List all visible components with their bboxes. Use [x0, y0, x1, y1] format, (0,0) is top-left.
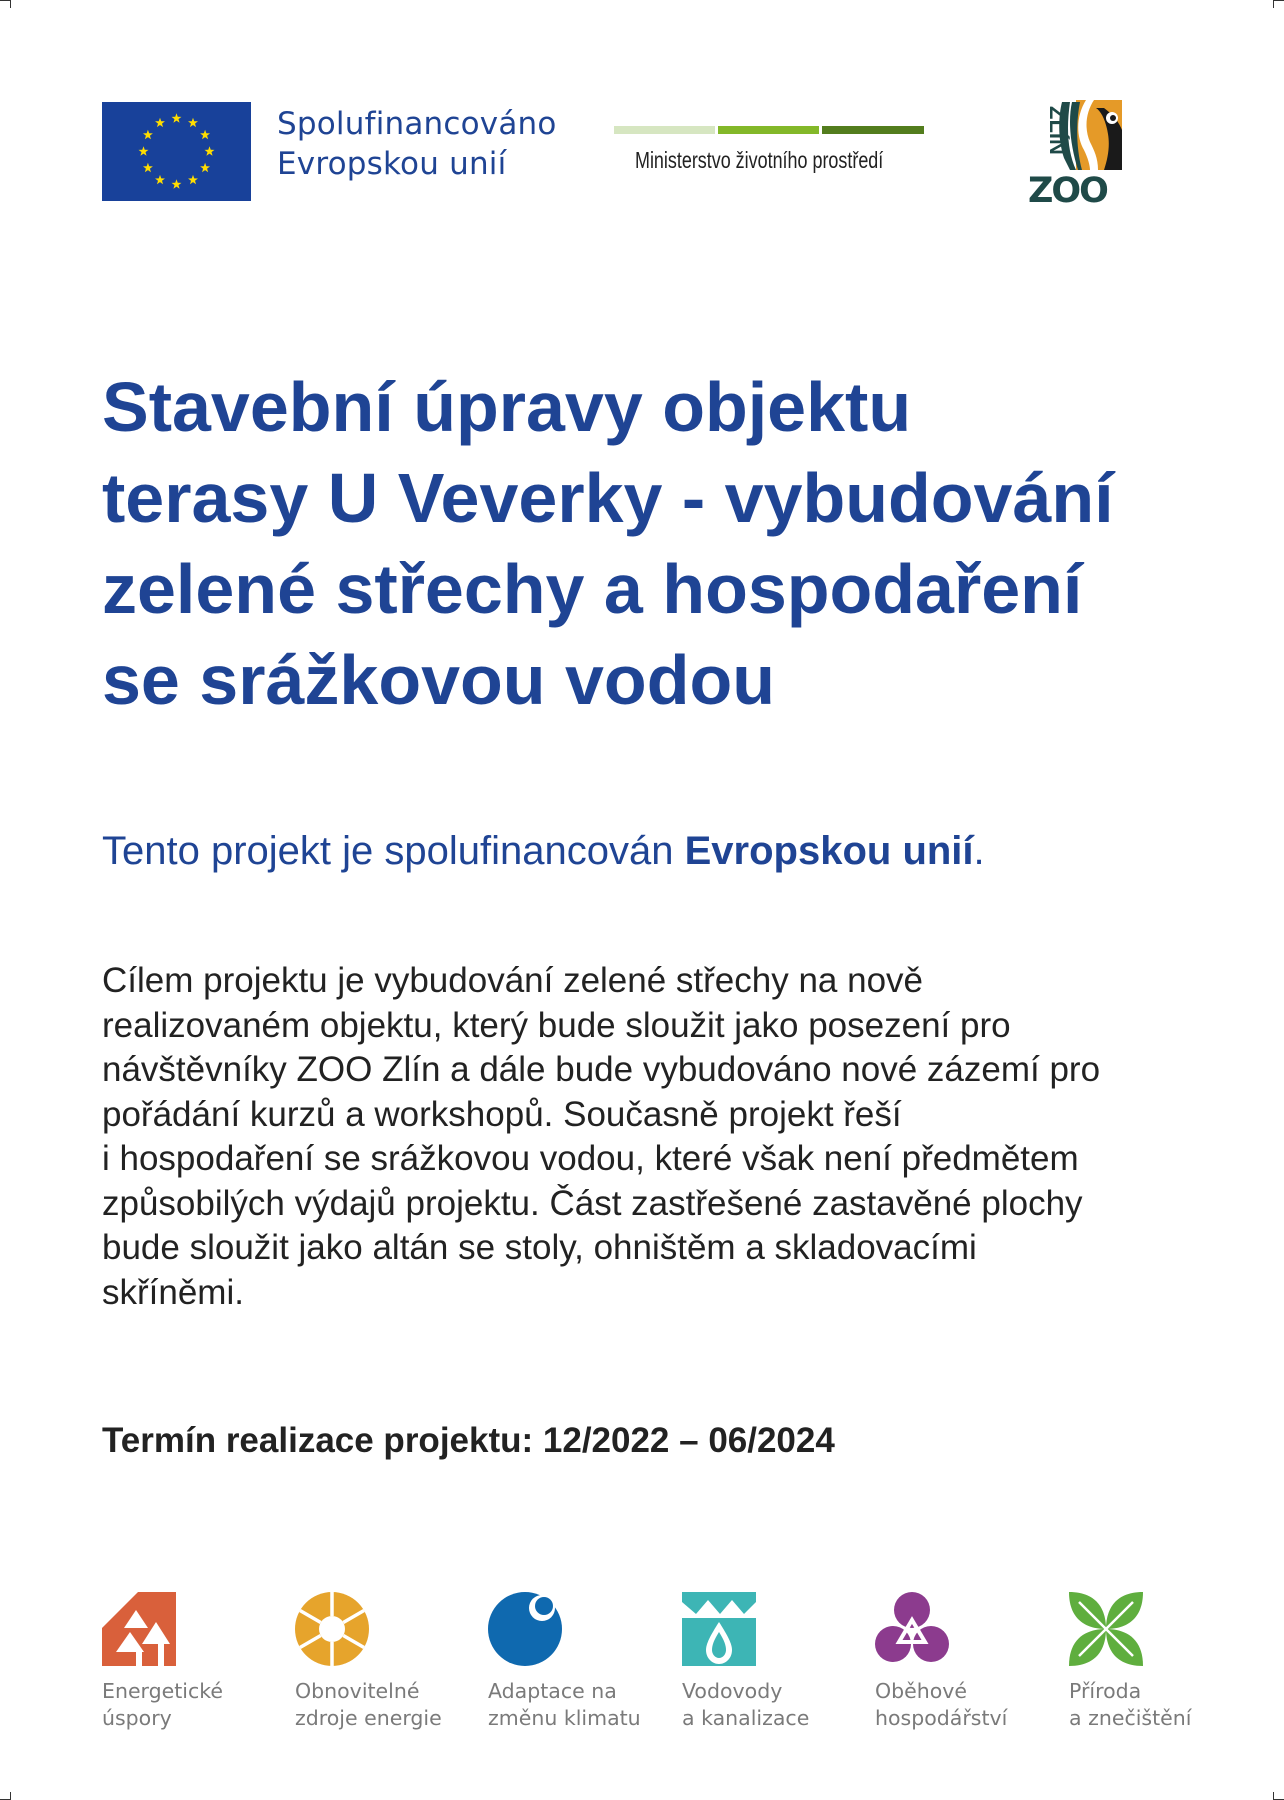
category-label-line: hospodářství	[875, 1706, 1008, 1730]
zoo-zlin-logo	[1028, 100, 1128, 204]
title-line: Stavební úpravy objektu	[102, 368, 912, 446]
eu-cofinanced-text	[277, 104, 557, 184]
description-line: bude sloužit jako altán se stoly, ohništěm a skladovacími	[102, 1228, 977, 1267]
page-title	[102, 362, 1242, 726]
category-nature-pollution	[1069, 1592, 1259, 1732]
eu-text-line1: Spolufinancováno	[277, 106, 557, 142]
category-label-line: Obnovitelné	[295, 1679, 420, 1703]
cofinancing-emphasis: Evropskou unií	[684, 829, 974, 873]
description-line: způsobilých výdajů projektu. Část zastřešené zastavěné plochy	[102, 1183, 1083, 1223]
category-energy-savings	[102, 1592, 292, 1732]
ministry-logo	[614, 126, 924, 186]
crop-mark	[10, 1792, 11, 1800]
ministry-color-bars	[614, 126, 924, 134]
category-climate-adaptation	[488, 1592, 678, 1732]
category-label-line: zdroje energie	[295, 1706, 442, 1730]
category-label-line: Oběhové	[875, 1679, 968, 1703]
ministry-name: Ministerstvo životního prostředí	[635, 147, 884, 173]
energy-savings-icon	[102, 1592, 176, 1666]
crop-mark	[0, 0, 10, 1]
description-line: návštěvníky ZOO Zlín a dále bude vybudováno nové zázemí pro	[102, 1050, 1101, 1089]
water-drop-icon	[682, 1592, 756, 1666]
recycling-icon	[875, 1592, 949, 1666]
category-label	[682, 1678, 872, 1732]
description-line: pořádání kurzů a workshopů. Současně projekt řeší	[102, 1094, 902, 1134]
sun-icon	[295, 1592, 369, 1666]
zoo-logo-word: ZOO	[1028, 171, 1107, 204]
category-label	[1069, 1678, 1259, 1732]
category-label-line: Energetické	[102, 1679, 224, 1703]
title-line: se srážkovou vodou	[102, 641, 775, 719]
category-label-line: Adaptace na	[488, 1679, 617, 1703]
project-term: Termín realizace projektu: 12/2022 – 06/2024	[102, 1421, 835, 1460]
crop-mark	[1273, 0, 1274, 8]
project-description	[102, 959, 1100, 1315]
description-line: realizovaném objektu, který bude sloužit jako posezení pro	[102, 1005, 1011, 1045]
zoo-logo-city: ZLÍN	[1045, 106, 1070, 155]
category-label-line: a kanalizace	[682, 1706, 810, 1730]
category-water-sewerage	[682, 1592, 872, 1732]
cofinancing-suffix: .	[973, 829, 985, 873]
climate-globe-icon	[488, 1592, 562, 1666]
category-label-line: Příroda	[1069, 1679, 1142, 1703]
crop-mark	[1274, 0, 1284, 1]
eu-text-line2: Evropskou unií	[277, 146, 507, 182]
category-circular-economy	[875, 1592, 1065, 1732]
category-label	[875, 1678, 1065, 1732]
category-label-line: úspory	[102, 1706, 172, 1730]
cofinancing-prefix: Tento projekt je spolufinancován	[102, 829, 685, 873]
description-line: i hospodaření se srážkovou vodou, které však není předmětem	[102, 1139, 1079, 1178]
description-line: Cílem projektu je vybudování zelené střechy na nově	[102, 961, 924, 1000]
category-label-line: změnu klimatu	[488, 1706, 641, 1730]
category-label-line: a znečištění	[1069, 1706, 1192, 1730]
category-label	[295, 1678, 485, 1732]
crop-mark	[1273, 1792, 1274, 1800]
title-line: zelené střechy a hospodaření	[102, 550, 1083, 628]
category-label-line: Vodovody	[682, 1679, 783, 1703]
cofinancing-statement	[102, 826, 985, 876]
category-renewable-energy	[295, 1592, 485, 1732]
description-line: skříněmi.	[102, 1272, 244, 1312]
category-label	[102, 1678, 292, 1732]
category-label	[488, 1678, 678, 1732]
eu-flag-logo	[102, 102, 251, 201]
title-line: terasy U Veverky - vybudování	[102, 459, 1114, 537]
crop-mark	[10, 0, 11, 8]
leaves-icon	[1069, 1592, 1143, 1666]
